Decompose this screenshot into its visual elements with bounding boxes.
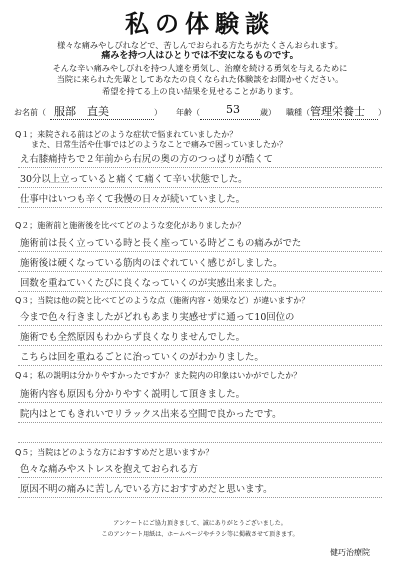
answer-1 xyxy=(18,148,382,208)
answer-line xyxy=(18,272,382,292)
answer-line xyxy=(18,383,382,403)
answer-text: 施術前は長く立っている時と長く座っている時どこもの痛みがでた xyxy=(20,238,302,249)
answer-5 xyxy=(18,458,382,498)
question-text: Q２；施術前と施術後を比べてどのような変化がありましたか？ xyxy=(15,221,246,230)
answer-line xyxy=(18,326,382,346)
answer-line xyxy=(18,188,382,208)
answer-text: 施術後は硬くなっている筋肉のほぐれていく感じがしました。 xyxy=(20,258,283,269)
answer-text: 施術でも全然原因もわからず良くなりませんでした。 xyxy=(20,332,246,343)
answer-text: 原因不明の痛みに苦しんでいる方におすすめだと思います。 xyxy=(20,484,273,495)
age-close: 歳） xyxy=(260,108,276,117)
intro-line: 当院に来られた先輩としてあなたの良くなられた体験談をお聞かせください。 xyxy=(56,74,344,85)
name-label: お名前（ xyxy=(14,108,46,117)
answer-3 xyxy=(18,306,382,366)
answer-line xyxy=(18,306,382,326)
answer-line xyxy=(18,252,382,272)
answer-line xyxy=(18,458,382,478)
answer-text: 仕事中はいつも辛くて我慢の日々が続いていました。 xyxy=(20,194,246,205)
age-label: 年齢（ xyxy=(176,108,200,117)
job-value: 管理栄養士 xyxy=(310,105,365,118)
intro-line: 痛みを持つ人はひとりでは不安になるものです。 xyxy=(101,51,299,62)
job-close: ） xyxy=(378,108,386,117)
profile-row xyxy=(14,104,386,122)
intro-line: 希望を持てる上の良い結果を見せることがあります。 xyxy=(102,85,298,96)
intro-line: 様々な痛みやしびれなどで、苦しんでおられる方たちがたくさんおられます。 xyxy=(57,40,343,50)
question-text: Q３；当院は他の院と比べてどのような点（施術内容・効果など）が違いますか？ xyxy=(15,296,310,305)
question-1 xyxy=(15,130,287,150)
age-underline xyxy=(200,119,260,120)
answer-line xyxy=(18,168,382,188)
answer-text: 今まで色々行きましたがどれもあまり実感せずに通って10回位の xyxy=(20,312,295,323)
name-close: ） xyxy=(154,108,162,117)
question-3 xyxy=(15,296,309,306)
job-label: 職種（ xyxy=(286,108,310,117)
question-4 xyxy=(15,371,301,381)
footer-note xyxy=(0,518,400,540)
answer-4 xyxy=(18,383,382,443)
job-underline xyxy=(310,119,378,120)
age-value: 53 xyxy=(226,103,240,116)
intro-text xyxy=(20,40,380,97)
answer-text: 施術内容も原因も分かりやすく説明して頂きました。 xyxy=(20,389,246,400)
question-2 xyxy=(15,221,245,231)
answer-2 xyxy=(18,232,382,292)
question-text: Q５；当院はどのような方におすすめだと思いますか？ xyxy=(15,448,214,457)
answer-text: え右膝痛持ちで２年前から右尻の奥の方のつっぱりが酷くて xyxy=(20,154,273,165)
intro-line: そんな辛い痛みやしびれを持つ人達を勇気し、治療を続ける勇気を与えるために xyxy=(52,62,348,73)
name-underline xyxy=(50,119,154,120)
page-title: 私の体験談 xyxy=(125,10,275,38)
answer-text: こちらは回を重ねるごとに治っていくのがわかりました。 xyxy=(20,352,264,363)
answer-text: 色々な痛みやストレスを抱えておられる方 xyxy=(20,464,198,475)
answer-line xyxy=(18,232,382,252)
footer-line: アンケートにご協力頂きまして、誠にありがとうございました。 xyxy=(113,520,287,527)
answer-text: 30分以上立っていると痛くて痛くて辛い状態でした。 xyxy=(20,174,248,185)
answer-line xyxy=(18,403,382,423)
name-value: 服部 直美 xyxy=(54,105,109,118)
answer-line xyxy=(18,148,382,168)
question-text: また、日常生活や仕事ではどのようなことで痛みで困っていましたか？ xyxy=(31,140,287,149)
question-5 xyxy=(15,448,213,458)
answer-line xyxy=(18,346,382,366)
answer-line xyxy=(18,478,382,498)
footer-line: このアンケート用紙は、ホームページやチラシ等に掲載させて頂きます。 xyxy=(101,531,299,538)
clinic-name: 健巧治療院 xyxy=(330,548,370,557)
question-text: Q４；私の説明は分かりやすかったですか？また院内の印象はいかがでしたか？ xyxy=(15,371,302,380)
question-text: Q１；来院される前はどのような症状で悩まれていましたか？ xyxy=(15,130,238,139)
answer-text: 回数を重ねていくたびに良くなっていくのが実感出来ました。 xyxy=(20,278,283,289)
answer-text: 院内はとてもきれいでリラックス出来る空間で良かったです。 xyxy=(20,409,282,420)
answer-line xyxy=(18,423,382,443)
